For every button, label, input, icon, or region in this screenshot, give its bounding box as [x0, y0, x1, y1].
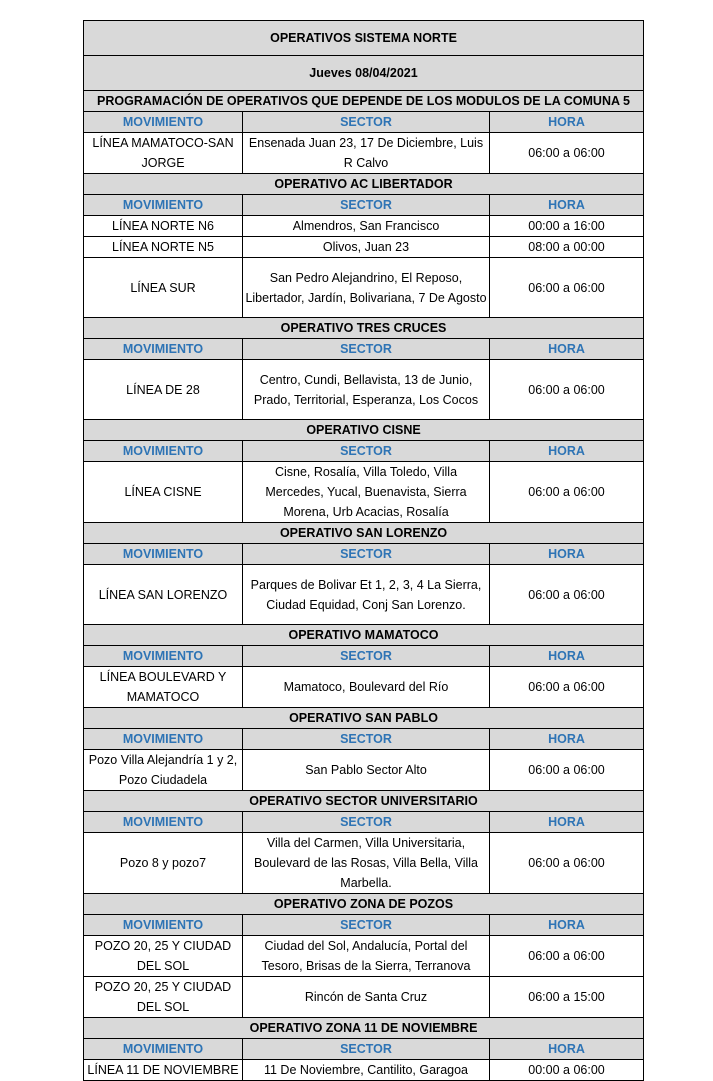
column-header-row [84, 729, 644, 750]
cell-sector: Centro, Cundi, Bellavista, 13 de Junio, Prado, Territorial, Esperanza, Los Cocos [243, 360, 490, 420]
column-header-sector: SECTOR [243, 915, 490, 936]
column-header-row [84, 339, 644, 360]
cell-movimiento: LÍNEA DE 28 [84, 360, 243, 420]
section-title: OPERATIVO SAN PABLO [84, 708, 644, 729]
column-header-movimiento: MOVIMIENTO [84, 812, 243, 833]
column-header-hora: HORA [490, 812, 644, 833]
column-header-row [84, 646, 644, 667]
cell-sector: San Pablo Sector Alto [243, 750, 490, 791]
column-header-row [84, 915, 644, 936]
section-row [84, 1018, 644, 1039]
table-row [84, 667, 644, 708]
section-title: OPERATIVO TRES CRUCES [84, 318, 644, 339]
cell-sector: 11 De Noviembre, Cantilito, Garagoa [243, 1060, 490, 1081]
column-header-hora: HORA [490, 339, 644, 360]
column-header-movimiento: MOVIMIENTO [84, 441, 243, 462]
column-header-movimiento: MOVIMIENTO [84, 195, 243, 216]
section-title: OPERATIVO ZONA DE POZOS [84, 894, 644, 915]
cell-sector: Ensenada Juan 23, 17 De Diciembre, Luis R Calvo [243, 133, 490, 174]
column-header-row [84, 441, 644, 462]
section-title: OPERATIVO AC LIBERTADOR [84, 174, 644, 195]
table-row [84, 462, 644, 523]
cell-hora: 06:00 a 06:00 [490, 667, 644, 708]
cell-sector: Ciudad del Sol, Andalucía, Portal del Tesoro, Brisas de la Sierra, Terranova [243, 936, 490, 977]
cell-sector: Rincón de Santa Cruz [243, 977, 490, 1018]
cell-sector: San Pedro Alejandrino, El Reposo, Libertador, Jardín, Bolivariana, 7 De Agosto [243, 258, 490, 318]
cell-sector: Almendros, San Francisco [243, 216, 490, 237]
column-header-sector: SECTOR [243, 1039, 490, 1060]
column-header-movimiento: MOVIMIENTO [84, 915, 243, 936]
cell-sector: Mamatoco, Boulevard del Río [243, 667, 490, 708]
cell-movimiento: POZO 20, 25 Y CIUDAD DEL SOL [84, 977, 243, 1018]
cell-hora: 06:00 a 06:00 [490, 360, 644, 420]
cell-hora: 00:00 a 06:00 [490, 1060, 644, 1081]
cell-hora: 06:00 a 06:00 [490, 133, 644, 174]
cell-movimiento: LÍNEA NORTE N6 [84, 216, 243, 237]
section-row [84, 625, 644, 646]
section-title: OPERATIVO MAMATOCO [84, 625, 644, 646]
cell-movimiento: LÍNEA SUR [84, 258, 243, 318]
section-title: OPERATIVO CISNE [84, 420, 644, 441]
section-row [84, 894, 644, 915]
table-row [84, 258, 644, 318]
cell-sector: Olivos, Juan 23 [243, 237, 490, 258]
column-header-hora: HORA [490, 441, 644, 462]
column-header-hora: HORA [490, 1039, 644, 1060]
column-header-row [84, 812, 644, 833]
cell-hora: 06:00 a 06:00 [490, 258, 644, 318]
column-header-movimiento: MOVIMIENTO [84, 339, 243, 360]
operativos-table [83, 20, 644, 1081]
section-row [84, 91, 644, 112]
cell-movimiento: Pozo Villa Alejandría 1 y 2, Pozo Ciudadela [84, 750, 243, 791]
cell-sector: Parques de Bolivar Et 1, 2, 3, 4 La Sierra, Ciudad Equidad, Conj San Lorenzo. [243, 565, 490, 625]
column-header-hora: HORA [490, 729, 644, 750]
column-header-hora: HORA [490, 112, 644, 133]
sheet-date: Jueves 08/04/2021 [84, 56, 644, 91]
cell-movimiento: LÍNEA 11 DE NOVIEMBRE [84, 1060, 243, 1081]
column-header-movimiento: MOVIMIENTO [84, 646, 243, 667]
column-header-movimiento: MOVIMIENTO [84, 112, 243, 133]
section-row [84, 708, 644, 729]
cell-hora: 06:00 a 15:00 [490, 977, 644, 1018]
cell-hora: 06:00 a 06:00 [490, 833, 644, 894]
section-row [84, 318, 644, 339]
cell-movimiento: LÍNEA SAN LORENZO [84, 565, 243, 625]
table-row [84, 936, 644, 977]
column-header-sector: SECTOR [243, 339, 490, 360]
table-row [84, 237, 644, 258]
table-row [84, 565, 644, 625]
cell-movimiento: LÍNEA MAMATOCO-SAN JORGE [84, 133, 243, 174]
section-title: OPERATIVO ZONA 11 DE NOVIEMBRE [84, 1018, 644, 1039]
cell-movimiento: LÍNEA BOULEVARD Y MAMATOCO [84, 667, 243, 708]
section-row [84, 174, 644, 195]
cell-hora: 08:00 a 00:00 [490, 237, 644, 258]
section-title: OPERATIVO SAN LORENZO [84, 523, 644, 544]
section-title: PROGRAMACIÓN DE OPERATIVOS QUE DEPENDE DE LOS MODULOS DE LA COMUNA 5 [84, 91, 644, 112]
column-header-sector: SECTOR [243, 812, 490, 833]
column-header-hora: HORA [490, 646, 644, 667]
column-header-sector: SECTOR [243, 729, 490, 750]
section-row [84, 523, 644, 544]
table-row [84, 1060, 644, 1081]
cell-hora: 06:00 a 06:00 [490, 936, 644, 977]
section-row [84, 420, 644, 441]
cell-movimiento: Pozo 8 y pozo7 [84, 833, 243, 894]
column-header-sector: SECTOR [243, 441, 490, 462]
cell-movimiento: LÍNEA NORTE N5 [84, 237, 243, 258]
table-row [84, 216, 644, 237]
column-header-hora: HORA [490, 915, 644, 936]
column-header-sector: SECTOR [243, 544, 490, 565]
table-row [84, 750, 644, 791]
cell-hora: 06:00 a 06:00 [490, 565, 644, 625]
column-header-movimiento: MOVIMIENTO [84, 1039, 243, 1060]
sheet-title: OPERATIVOS SISTEMA NORTE [84, 21, 644, 56]
table-row [84, 833, 644, 894]
table-row [84, 977, 644, 1018]
column-header-sector: SECTOR [243, 195, 490, 216]
cell-sector: Villa del Carmen, Villa Universitaria, Boulevard de las Rosas, Villa Bella, Villa Marbella. [243, 833, 490, 894]
column-header-movimiento: MOVIMIENTO [84, 729, 243, 750]
column-header-sector: SECTOR [243, 646, 490, 667]
column-header-row [84, 112, 644, 133]
cell-hora: 06:00 a 06:00 [490, 462, 644, 523]
cell-hora: 00:00 a 16:00 [490, 216, 644, 237]
section-title: OPERATIVO SECTOR UNIVERSITARIO [84, 791, 644, 812]
column-header-movimiento: MOVIMIENTO [84, 544, 243, 565]
column-header-sector: SECTOR [243, 112, 490, 133]
section-row [84, 791, 644, 812]
column-header-row [84, 1039, 644, 1060]
title-row [84, 21, 644, 56]
cell-movimiento: LÍNEA CISNE [84, 462, 243, 523]
date-row [84, 56, 644, 91]
column-header-hora: HORA [490, 544, 644, 565]
cell-movimiento: POZO 20, 25 Y CIUDAD DEL SOL [84, 936, 243, 977]
table-row [84, 133, 644, 174]
column-header-hora: HORA [490, 195, 644, 216]
column-header-row [84, 544, 644, 565]
operativos-sheet [83, 20, 643, 1081]
cell-hora: 06:00 a 06:00 [490, 750, 644, 791]
table-row [84, 360, 644, 420]
column-header-row [84, 195, 644, 216]
cell-sector: Cisne, Rosalía, Villa Toledo, Villa Mercedes, Yucal, Buenavista, Sierra Morena, Urb Acacias, Rosalía [243, 462, 490, 523]
